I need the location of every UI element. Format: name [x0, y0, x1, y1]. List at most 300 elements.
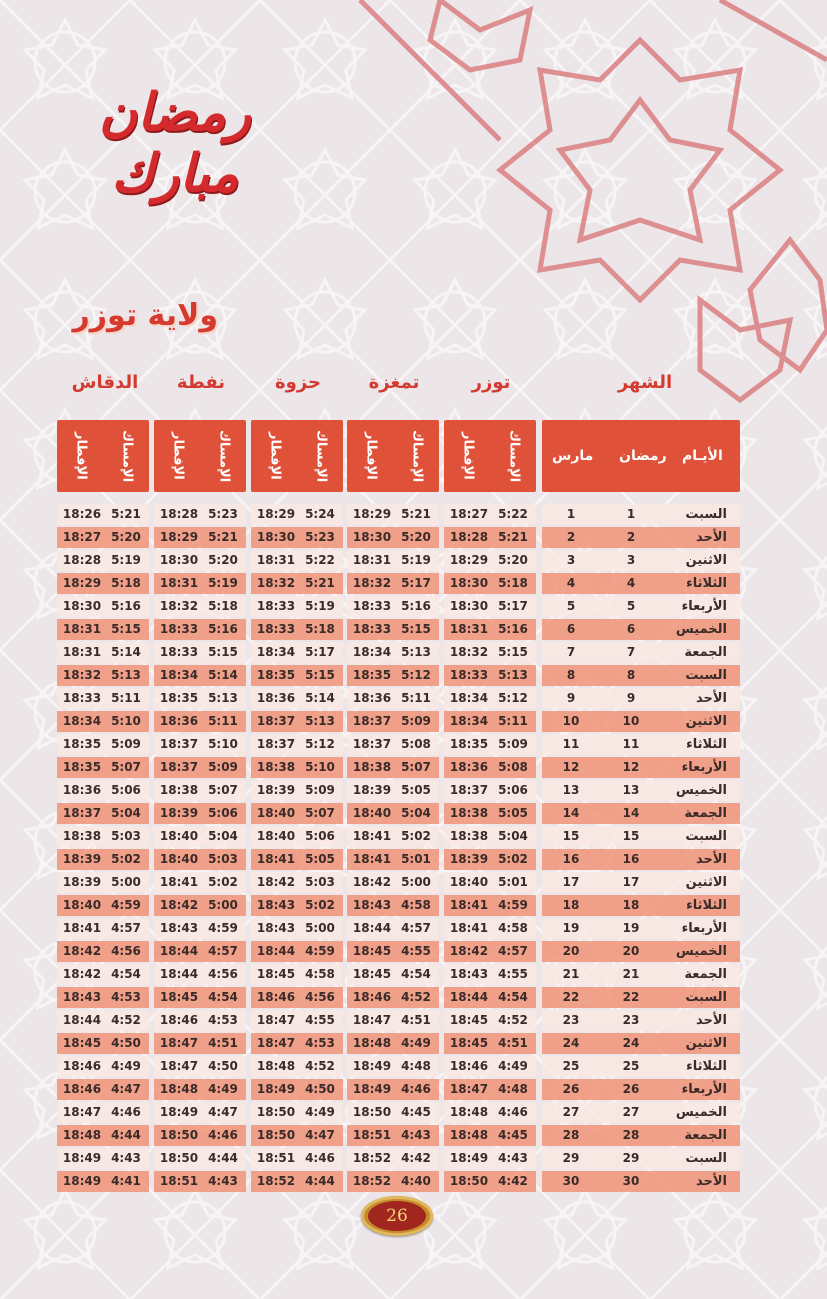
imsak-time: 5:04 — [111, 806, 141, 820]
header-march-label: مارس — [552, 448, 594, 464]
march-day: 30 — [562, 1174, 580, 1188]
day-name: الاثنين — [685, 714, 727, 729]
imsak-label: الإمساك — [506, 429, 522, 483]
iftar-time: 18:47 — [352, 1013, 392, 1027]
iftar-time: 18:28 — [62, 553, 102, 567]
imsak-time: 5:00 — [111, 875, 141, 889]
iftar-time: 18:33 — [256, 622, 296, 636]
iftar-time: 18:37 — [256, 714, 296, 728]
city-name-tozeur: توزر — [471, 372, 511, 393]
iftar-time: 18:39 — [159, 806, 199, 820]
table-row — [57, 917, 740, 940]
imsak-time: 5:10 — [111, 714, 141, 728]
ramadan-day: 10 — [622, 714, 640, 728]
iftar-time: 18:32 — [449, 645, 489, 659]
iftar-time: 18:43 — [159, 921, 199, 935]
march-day: 15 — [562, 829, 580, 843]
table-row — [57, 710, 740, 733]
imsak-time: 4:53 — [305, 1036, 335, 1050]
imsak-time: 5:24 — [305, 507, 335, 521]
iftar-time: 18:43 — [449, 967, 489, 981]
imsak-time: 5:06 — [208, 806, 238, 820]
imsak-time: 5:20 — [498, 553, 528, 567]
imsak-time: 4:57 — [401, 921, 431, 935]
iftar-time: 18:29 — [159, 530, 199, 544]
imsak-time: 5:09 — [401, 714, 431, 728]
imsak-time: 5:04 — [401, 806, 431, 820]
iftar-time: 18:45 — [62, 1036, 102, 1050]
iftar-time: 18:49 — [352, 1082, 392, 1096]
iftar-time: 18:47 — [256, 1013, 296, 1027]
iftar-time: 18:51 — [159, 1174, 199, 1188]
imsak-time: 5:06 — [498, 783, 528, 797]
march-day: 26 — [562, 1082, 580, 1096]
imsak-time: 4:59 — [305, 944, 335, 958]
day-name: السبت — [685, 829, 727, 844]
iftar-time: 18:39 — [352, 783, 392, 797]
march-day: 17 — [562, 875, 580, 889]
iftar-time: 18:31 — [159, 576, 199, 590]
imsak-time: 4:44 — [208, 1151, 238, 1165]
imsak-time: 4:44 — [305, 1174, 335, 1188]
imsak-time: 4:50 — [208, 1059, 238, 1073]
iftar-time: 18:52 — [256, 1174, 296, 1188]
iftar-time: 18:33 — [62, 691, 102, 705]
iftar-time: 18:38 — [449, 829, 489, 843]
iftar-time: 18:48 — [256, 1059, 296, 1073]
iftar-time: 18:50 — [159, 1151, 199, 1165]
imsak-time: 5:07 — [208, 783, 238, 797]
imsak-time: 4:43 — [498, 1151, 528, 1165]
imsak-time: 5:02 — [305, 898, 335, 912]
imsak-time: 4:52 — [401, 990, 431, 1004]
day-name: الأحد — [695, 1174, 727, 1189]
imsak-time: 5:13 — [208, 691, 238, 705]
imsak-time: 4:59 — [111, 898, 141, 912]
iftar-time: 18:39 — [62, 852, 102, 866]
page-number-badge — [361, 1196, 433, 1236]
table-row — [57, 687, 740, 710]
ramadan-day: 4 — [626, 576, 636, 590]
iftar-time: 18:41 — [352, 852, 392, 866]
iftar-time: 18:34 — [62, 714, 102, 728]
iftar-time: 18:49 — [159, 1105, 199, 1119]
imsak-time: 4:46 — [111, 1105, 141, 1119]
imsak-time: 5:08 — [498, 760, 528, 774]
march-day: 14 — [562, 806, 580, 820]
imsak-time: 4:51 — [208, 1036, 238, 1050]
ramadan-mubarak-logo — [60, 62, 290, 204]
table-row — [57, 1078, 740, 1101]
iftar-time: 18:44 — [352, 921, 392, 935]
day-name: الاثنين — [685, 553, 727, 568]
imsak-time: 4:48 — [498, 1082, 528, 1096]
iftar-time: 18:43 — [256, 898, 296, 912]
iftar-time: 18:49 — [256, 1082, 296, 1096]
imsak-time: 5:22 — [498, 507, 528, 521]
table-row — [57, 503, 740, 526]
ramadan-day: 27 — [622, 1105, 640, 1119]
iftar-time: 18:46 — [449, 1059, 489, 1073]
imsak-time: 4:49 — [305, 1105, 335, 1119]
imsak-time: 5:06 — [111, 783, 141, 797]
march-day: 7 — [566, 645, 576, 659]
imsak-time: 5:11 — [401, 691, 431, 705]
march-day: 28 — [562, 1128, 580, 1142]
table-row — [57, 572, 740, 595]
imsak-time: 5:15 — [498, 645, 528, 659]
iftar-time: 18:48 — [449, 1105, 489, 1119]
imsak-time: 4:46 — [305, 1151, 335, 1165]
iftar-time: 18:50 — [352, 1105, 392, 1119]
imsak-time: 4:45 — [498, 1128, 528, 1142]
imsak-time: 5:11 — [208, 714, 238, 728]
iftar-time: 18:26 — [62, 507, 102, 521]
iftar-time: 18:41 — [449, 898, 489, 912]
march-day: 6 — [566, 622, 576, 636]
imsak-time: 5:18 — [498, 576, 528, 590]
imsak-time: 5:01 — [498, 875, 528, 889]
day-name: الجمعة — [684, 967, 727, 982]
imsak-time: 4:56 — [208, 967, 238, 981]
iftar-time: 18:47 — [159, 1036, 199, 1050]
imsak-time: 4:49 — [401, 1036, 431, 1050]
march-day: 12 — [562, 760, 580, 774]
table-row — [57, 871, 740, 894]
iftar-time: 18:37 — [449, 783, 489, 797]
ramadan-day: 17 — [622, 875, 640, 889]
table-row — [57, 641, 740, 664]
iftar-time: 18:33 — [352, 599, 392, 613]
imsak-time: 5:05 — [401, 783, 431, 797]
page-title: ولاية توزر — [72, 298, 218, 333]
imsak-time: 5:12 — [498, 691, 528, 705]
imsak-time: 5:16 — [401, 599, 431, 613]
iftar-time: 18:30 — [449, 599, 489, 613]
imsak-time: 4:43 — [208, 1174, 238, 1188]
march-day: 8 — [566, 668, 576, 682]
iftar-time: 18:49 — [352, 1059, 392, 1073]
ramadan-day: 20 — [622, 944, 640, 958]
iftar-time: 18:27 — [62, 530, 102, 544]
header-hazoua — [251, 420, 343, 492]
iftar-time: 18:45 — [352, 944, 392, 958]
imsak-time: 4:40 — [401, 1174, 431, 1188]
imsak-time: 4:59 — [208, 921, 238, 935]
imsak-time: 4:43 — [111, 1151, 141, 1165]
day-name: الأحد — [695, 852, 727, 867]
imsak-label: الإمساك — [216, 429, 232, 483]
imsak-time: 5:23 — [208, 507, 238, 521]
iftar-time: 18:34 — [159, 668, 199, 682]
iftar-time: 18:37 — [159, 760, 199, 774]
imsak-time: 5:12 — [305, 737, 335, 751]
table-row — [57, 1055, 740, 1078]
imsak-time: 5:20 — [208, 553, 238, 567]
imsak-time: 4:58 — [401, 898, 431, 912]
ramadan-day: 12 — [622, 760, 640, 774]
imsak-time: 5:23 — [305, 530, 335, 544]
iftar-time: 18:46 — [352, 990, 392, 1004]
imsak-time: 5:08 — [401, 737, 431, 751]
table-row — [57, 549, 740, 572]
imsak-time: 5:10 — [208, 737, 238, 751]
ramadan-day: 19 — [622, 921, 640, 935]
imsak-time: 5:16 — [111, 599, 141, 613]
imsak-time: 4:42 — [401, 1151, 431, 1165]
iftar-time: 18:45 — [352, 967, 392, 981]
ramadan-day: 8 — [626, 668, 636, 682]
imsak-time: 4:57 — [208, 944, 238, 958]
iftar-time: 18:35 — [256, 668, 296, 682]
ramadan-day: 6 — [626, 622, 636, 636]
iftar-time: 18:45 — [449, 1013, 489, 1027]
imsak-time: 5:10 — [305, 760, 335, 774]
iftar-time: 18:42 — [159, 898, 199, 912]
march-day: 11 — [562, 737, 580, 751]
ramadan-day: 16 — [622, 852, 640, 866]
table-row — [57, 802, 740, 825]
iftar-time: 18:29 — [256, 507, 296, 521]
march-day: 4 — [566, 576, 576, 590]
iftar-label: الإفطار — [73, 432, 89, 480]
table-row — [57, 940, 740, 963]
iftar-time: 18:34 — [352, 645, 392, 659]
iftar-time: 18:50 — [159, 1128, 199, 1142]
day-name: الأربعاء — [681, 1082, 727, 1097]
day-name: الخميس — [675, 944, 727, 959]
iftar-time: 18:35 — [449, 737, 489, 751]
ramadan-day: 14 — [622, 806, 640, 820]
imsak-time: 4:49 — [208, 1082, 238, 1096]
iftar-time: 18:45 — [256, 967, 296, 981]
imsak-time: 5:04 — [208, 829, 238, 843]
header-days-label: الأيـام — [682, 448, 723, 464]
iftar-time: 18:41 — [159, 875, 199, 889]
imsak-time: 4:45 — [401, 1105, 431, 1119]
iftar-time: 18:38 — [159, 783, 199, 797]
iftar-time: 18:44 — [159, 944, 199, 958]
imsak-time: 5:17 — [305, 645, 335, 659]
imsak-time: 5:20 — [401, 530, 431, 544]
logo-calligraphy: رمضان مبارك — [98, 82, 252, 204]
iftar-time: 18:31 — [62, 622, 102, 636]
imsak-time: 4:52 — [498, 1013, 528, 1027]
iftar-time: 18:40 — [62, 898, 102, 912]
imsak-time: 4:58 — [305, 967, 335, 981]
table-row — [57, 963, 740, 986]
iftar-time: 18:33 — [159, 622, 199, 636]
imsak-time: 5:18 — [111, 576, 141, 590]
iftar-time: 18:37 — [256, 737, 296, 751]
imsak-time: 5:12 — [401, 668, 431, 682]
imsak-time: 4:49 — [498, 1059, 528, 1073]
imsak-time: 5:22 — [305, 553, 335, 567]
table-row — [57, 894, 740, 917]
march-day: 13 — [562, 783, 580, 797]
imsak-time: 5:09 — [498, 737, 528, 751]
imsak-time: 4:47 — [208, 1105, 238, 1119]
ramadan-day: 25 — [622, 1059, 640, 1073]
header-nefta — [154, 420, 246, 492]
iftar-time: 18:46 — [159, 1013, 199, 1027]
march-day: 22 — [562, 990, 580, 1004]
iftar-time: 18:49 — [449, 1151, 489, 1165]
imsak-time: 5:19 — [208, 576, 238, 590]
imsak-time: 4:54 — [208, 990, 238, 1004]
imsak-time: 5:11 — [111, 691, 141, 705]
iftar-time: 18:28 — [449, 530, 489, 544]
march-day: 1 — [566, 507, 576, 521]
iftar-time: 18:33 — [449, 668, 489, 682]
march-day: 21 — [562, 967, 580, 981]
imsak-time: 4:53 — [208, 1013, 238, 1027]
imsak-time: 4:55 — [305, 1013, 335, 1027]
iftar-time: 18:44 — [159, 967, 199, 981]
page-number: 26 — [368, 1201, 426, 1231]
imsak-time: 5:02 — [498, 852, 528, 866]
day-name: الأحد — [695, 691, 727, 706]
ramadan-day: 22 — [622, 990, 640, 1004]
imsak-time: 5:19 — [111, 553, 141, 567]
iftar-time: 18:36 — [159, 714, 199, 728]
iftar-time: 18:35 — [159, 691, 199, 705]
day-name: الأربعاء — [681, 599, 727, 614]
imsak-time: 5:17 — [401, 576, 431, 590]
imsak-time: 5:09 — [208, 760, 238, 774]
day-name: الثلاثاء — [686, 1059, 727, 1074]
imsak-time: 4:58 — [498, 921, 528, 935]
iftar-time: 18:38 — [449, 806, 489, 820]
iftar-time: 18:37 — [352, 737, 392, 751]
ramadan-day: 3 — [626, 553, 636, 567]
imsak-time: 4:49 — [111, 1059, 141, 1073]
iftar-time: 18:34 — [256, 645, 296, 659]
imsak-time: 5:07 — [111, 760, 141, 774]
day-name: السبت — [685, 1151, 727, 1166]
ramadan-day: 24 — [622, 1036, 640, 1050]
iftar-time: 18:31 — [352, 553, 392, 567]
table-row — [57, 1101, 740, 1124]
iftar-time: 18:31 — [449, 622, 489, 636]
iftar-time: 18:35 — [62, 760, 102, 774]
iftar-time: 18:41 — [449, 921, 489, 935]
imsak-time: 5:17 — [498, 599, 528, 613]
imsak-time: 5:14 — [208, 668, 238, 682]
iftar-time: 18:47 — [256, 1036, 296, 1050]
iftar-time: 18:39 — [256, 783, 296, 797]
imsak-time: 5:09 — [111, 737, 141, 751]
table-row — [57, 1124, 740, 1147]
iftar-time: 18:43 — [62, 990, 102, 1004]
ramadan-day: 1 — [626, 507, 636, 521]
imsak-time: 5:00 — [401, 875, 431, 889]
iftar-time: 18:34 — [449, 691, 489, 705]
iftar-time: 18:33 — [159, 645, 199, 659]
iftar-time: 18:48 — [449, 1128, 489, 1142]
imsak-time: 5:13 — [111, 668, 141, 682]
ramadan-day: 15 — [622, 829, 640, 843]
imsak-time: 5:21 — [111, 507, 141, 521]
imsak-time: 5:20 — [111, 530, 141, 544]
imsak-time: 4:41 — [111, 1174, 141, 1188]
iftar-time: 18:37 — [352, 714, 392, 728]
timetable — [57, 503, 740, 1193]
day-name: الأربعاء — [681, 760, 727, 775]
city-name-nefta: نفطة — [176, 372, 226, 393]
table-row — [57, 779, 740, 802]
march-day: 25 — [562, 1059, 580, 1073]
iftar-time: 18:47 — [449, 1082, 489, 1096]
imsak-time: 5:02 — [401, 829, 431, 843]
iftar-time: 18:42 — [449, 944, 489, 958]
imsak-time: 5:16 — [208, 622, 238, 636]
imsak-time: 4:54 — [401, 967, 431, 981]
iftar-time: 18:34 — [449, 714, 489, 728]
ramadan-day: 23 — [622, 1013, 640, 1027]
imsak-time: 5:15 — [111, 622, 141, 636]
march-day: 20 — [562, 944, 580, 958]
day-name: الخميس — [675, 1105, 727, 1120]
iftar-time: 18:49 — [62, 1151, 102, 1165]
imsak-time: 5:02 — [111, 852, 141, 866]
iftar-time: 18:36 — [62, 783, 102, 797]
header-tozeur — [444, 420, 536, 492]
day-name: السبت — [685, 668, 727, 683]
ramadan-day: 11 — [622, 737, 640, 751]
iftar-time: 18:45 — [159, 990, 199, 1004]
imsak-time: 5:21 — [401, 507, 431, 521]
iftar-time: 18:41 — [62, 921, 102, 935]
ramadan-day: 28 — [622, 1128, 640, 1142]
iftar-time: 18:28 — [159, 507, 199, 521]
iftar-time: 18:35 — [352, 668, 392, 682]
iftar-time: 18:32 — [352, 576, 392, 590]
iftar-time: 18:43 — [256, 921, 296, 935]
iftar-time: 18:49 — [62, 1174, 102, 1188]
iftar-time: 18:40 — [159, 829, 199, 843]
march-day: 24 — [562, 1036, 580, 1050]
iftar-time: 18:46 — [62, 1059, 102, 1073]
day-name: الجمعة — [684, 645, 727, 660]
ramadan-day: 21 — [622, 967, 640, 981]
march-day: 3 — [566, 553, 576, 567]
imsak-time: 5:14 — [305, 691, 335, 705]
table-row — [57, 1009, 740, 1032]
iftar-time: 18:40 — [256, 806, 296, 820]
iftar-time: 18:48 — [159, 1082, 199, 1096]
table-row — [57, 848, 740, 871]
day-name: الأحد — [695, 1013, 727, 1028]
iftar-time: 18:38 — [352, 760, 392, 774]
imsak-time: 4:46 — [208, 1128, 238, 1142]
iftar-time: 18:42 — [62, 967, 102, 981]
table-row — [57, 756, 740, 779]
imsak-time: 4:50 — [111, 1036, 141, 1050]
iftar-time: 18:51 — [352, 1128, 392, 1142]
imsak-time: 4:57 — [498, 944, 528, 958]
march-day: 27 — [562, 1105, 580, 1119]
ramadan-day: 13 — [622, 783, 640, 797]
day-name: الاثنين — [685, 1036, 727, 1051]
ramadan-day: 7 — [626, 645, 636, 659]
iftar-time: 18:30 — [159, 553, 199, 567]
ramadan-day: 30 — [622, 1174, 640, 1188]
imsak-time: 5:03 — [111, 829, 141, 843]
march-day: 18 — [562, 898, 580, 912]
iftar-time: 18:44 — [449, 990, 489, 1004]
iftar-time: 18:51 — [256, 1151, 296, 1165]
